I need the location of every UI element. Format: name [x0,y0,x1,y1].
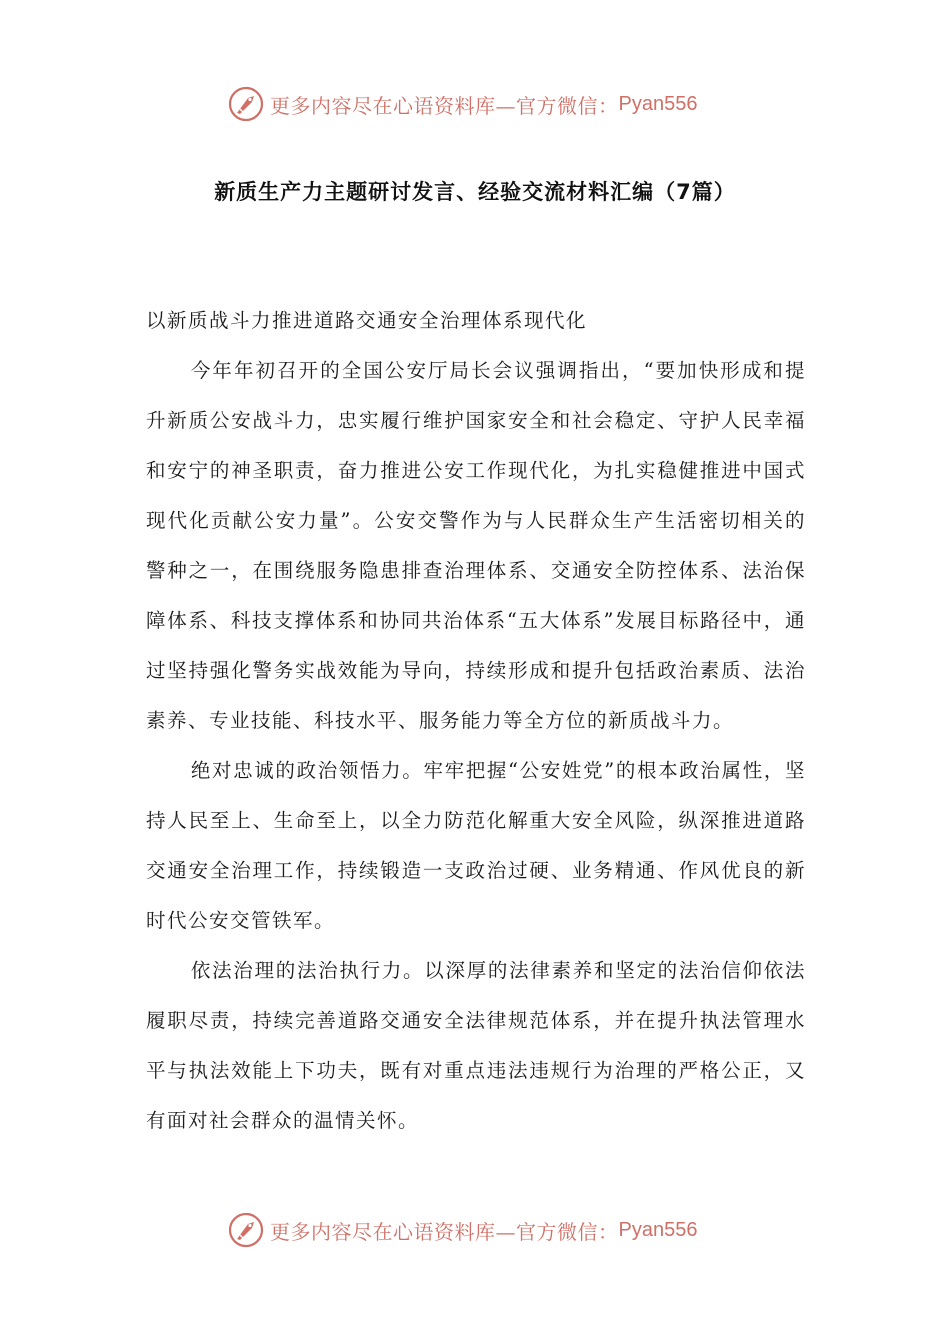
watermark-text: 更多内容尽在心语资料库—官方微信： [270,1219,619,1244]
wechat-id: Pyan556 [618,1218,698,1241]
pen-nib-logo-icon [228,1212,264,1248]
document-body [146,296,806,1146]
wechat-id: Pyan556 [618,92,698,115]
document-title: 新质生产力主题研讨发言、经验交流材料汇编（7篇） [214,180,736,204]
footer-watermark [228,1208,697,1252]
section-heading: 以新质战斗力推进道路交通安全治理体系现代化 [146,309,588,332]
pen-nib-logo-icon [228,86,264,122]
paragraph: 依法治理的法治执行力。以深厚的法律素养和坚定的法治信仰依法履职尽责，持续完善道路交通安全法律规范体系，并在提升执法管理水平与执法效能上下功夫，既有对重点违法违规行为治理的严格公正，又有面对社会群众的温情关怀。 [146,959,806,1132]
header-watermark [228,82,697,126]
paragraph: 今年年初召开的全国公安厅局长会议强调指出，“要加快形成和提升新质公安战斗力，忠实履行维护国家安全和社会稳定、守护人民幸福和安宁的神圣职责，奋力推进公安工作现代化，为扎实稳健推进中国式现代化贡献公安力量”。公安交警作为与人民群众生产生活密切相关的警种之一，在围绕服务隐患排查治理体系、交通安全防控体系、法治保障体系、科技支撑体系和协同共治体系“五大体系”发展目标路径中，通过坚持强化警务实战效能为导向，持续形成和提升包括政治素质、法治素养、专业技能、科技水平、服务能力等全方位的新质战斗力。 [146,359,806,732]
watermark-text: 更多内容尽在心语资料库—官方微信： [270,93,619,118]
paragraph: 绝对忠诚的政治领悟力。牢牢把握“公安姓党”的根本政治属性，坚持人民至上、生命至上，以全力防范化解重大安全风险，纵深推进道路交通安全治理工作，持续锻造一支政治过硬、业务精通、作风优良的新时代公安交管铁军。 [146,759,806,932]
